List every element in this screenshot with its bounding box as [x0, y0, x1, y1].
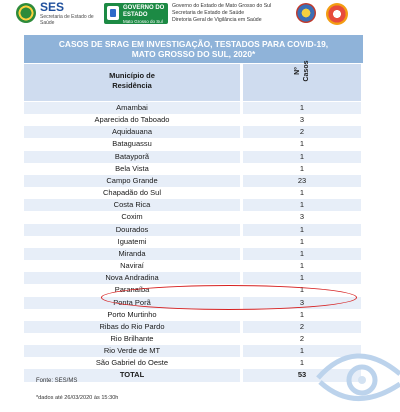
red-highlight-ellipse — [101, 285, 357, 310]
ses-logo-text — [40, 1, 102, 26]
table-row — [24, 151, 361, 163]
table-row — [24, 260, 361, 272]
gov-info-line: Secretaria de Estado de Saúde — [172, 10, 245, 16]
casos-cell: 1 — [243, 187, 361, 199]
data-date-note: *dados até 26/03/2020 às 15:30h — [36, 395, 119, 401]
governo-logo — [104, 3, 168, 24]
municipio-cell: Batayporã — [24, 151, 240, 163]
column-header-casos-label: Nº Casos — [294, 60, 310, 82]
gov-line2: Mato Grosso do Sul — [123, 19, 163, 24]
ses-subtitle: Secretaria de Estado de Saúde — [40, 14, 94, 26]
municipio-cell: Porto Murtinho — [24, 309, 240, 321]
gov-line1: GOVERNO DO ESTADO — [123, 5, 165, 18]
municipio-cell: Campo Grande — [24, 175, 240, 187]
state-flag-icon — [107, 6, 119, 20]
municipio-cell: Chapadão do Sul — [24, 187, 240, 199]
table-row — [24, 236, 361, 248]
casos-cell: 2 — [243, 333, 361, 345]
municipio-cell: Miranda — [24, 248, 240, 260]
municipio-cell: Aparecida do Taboado — [24, 114, 240, 126]
table-row — [24, 102, 361, 114]
casos-cell: 3 — [243, 297, 361, 309]
table-row — [24, 114, 361, 126]
casos-cell: 3 — [243, 114, 361, 126]
column-header-municipio-line2: Residência — [112, 81, 152, 90]
health-surveillance-seal-icon — [326, 3, 348, 25]
table-title-line1: CASOS DE SRAG EM INVESTIGAÇÃO, TESTADOS PARA COVID-19, — [58, 39, 329, 49]
municipio-cell: Costa Rica — [24, 199, 240, 211]
municipio-cell: Rio Verde de MT — [24, 345, 240, 357]
casos-cell: 1 — [243, 138, 361, 150]
table-title-banner — [24, 35, 363, 63]
municipio-cell: Nova Andradina — [24, 272, 240, 284]
municipio-cell: Dourados — [24, 224, 240, 236]
casos-cell: 1 — [243, 345, 361, 357]
casos-cell: 1 — [243, 357, 361, 369]
municipio-cell: Iguatemi — [24, 236, 240, 248]
table-row — [24, 211, 361, 223]
table-row — [24, 187, 361, 199]
table-row — [24, 138, 361, 150]
casos-cell: 1 — [243, 224, 361, 236]
municipio-cell: Paranaíba — [24, 284, 240, 296]
casos-cell: 1 — [243, 163, 361, 175]
table-row — [24, 199, 361, 211]
casos-cell: 1 — [243, 151, 361, 163]
municipio-cell: Bataguassu — [24, 138, 240, 150]
casos-cell: 1 — [243, 260, 361, 272]
casos-cell: 23 — [243, 175, 361, 187]
ses-name: SES — [40, 0, 65, 14]
gov-info-line: Diretoria Geral de Vigilância em Saúde — [172, 17, 262, 23]
eye-watermark-icon — [310, 318, 400, 412]
casos-cell: 2 — [243, 126, 361, 138]
gov-info-line: Governo do Estado de Mato Grosso do Sul — [172, 3, 272, 9]
table-row — [24, 248, 361, 260]
column-header-casos — [243, 60, 361, 101]
casos-cell: 1 — [243, 309, 361, 321]
municipio-cell: Aquidauana — [24, 126, 240, 138]
ses-logo-icon — [16, 3, 36, 23]
municipio-cell: Ponta Porã — [24, 297, 240, 309]
casos-cell: 1 — [243, 284, 361, 296]
casos-cell: 1 — [243, 236, 361, 248]
total-label: TOTAL — [24, 369, 240, 381]
page-header — [0, 0, 400, 32]
municipio-cell: Coxim — [24, 211, 240, 223]
casos-cell: 3 — [243, 211, 361, 223]
municipio-cell: São Gabriel do Oeste — [24, 357, 240, 369]
casos-cell: 2 — [243, 321, 361, 333]
table-row — [24, 126, 361, 138]
casos-cell: 1 — [243, 199, 361, 211]
source-note: Fonte: SES/MS — [36, 378, 78, 384]
municipio-cell: Ribas do Rio Pardo — [24, 321, 240, 333]
casos-cell: 1 — [243, 102, 361, 114]
state-coat-of-arms-icon — [296, 3, 316, 23]
table-row — [24, 272, 361, 284]
column-header-municipio — [24, 64, 240, 101]
table-row — [24, 175, 361, 187]
municipio-cell: Amambai — [24, 102, 240, 114]
table-row — [24, 224, 361, 236]
total-value: 53 — [243, 369, 361, 381]
municipio-cell: Naviraí — [24, 260, 240, 272]
table-row — [24, 163, 361, 175]
casos-cell: 1 — [243, 272, 361, 284]
table-title-line2: MATO GROSSO DO SUL, 2020* — [131, 49, 256, 59]
casos-cell: 1 — [243, 248, 361, 260]
column-header-municipio-line1: Município de — [109, 71, 155, 80]
municipio-cell: Rio Brilhante — [24, 333, 240, 345]
municipio-cell: Bela Vista — [24, 163, 240, 175]
